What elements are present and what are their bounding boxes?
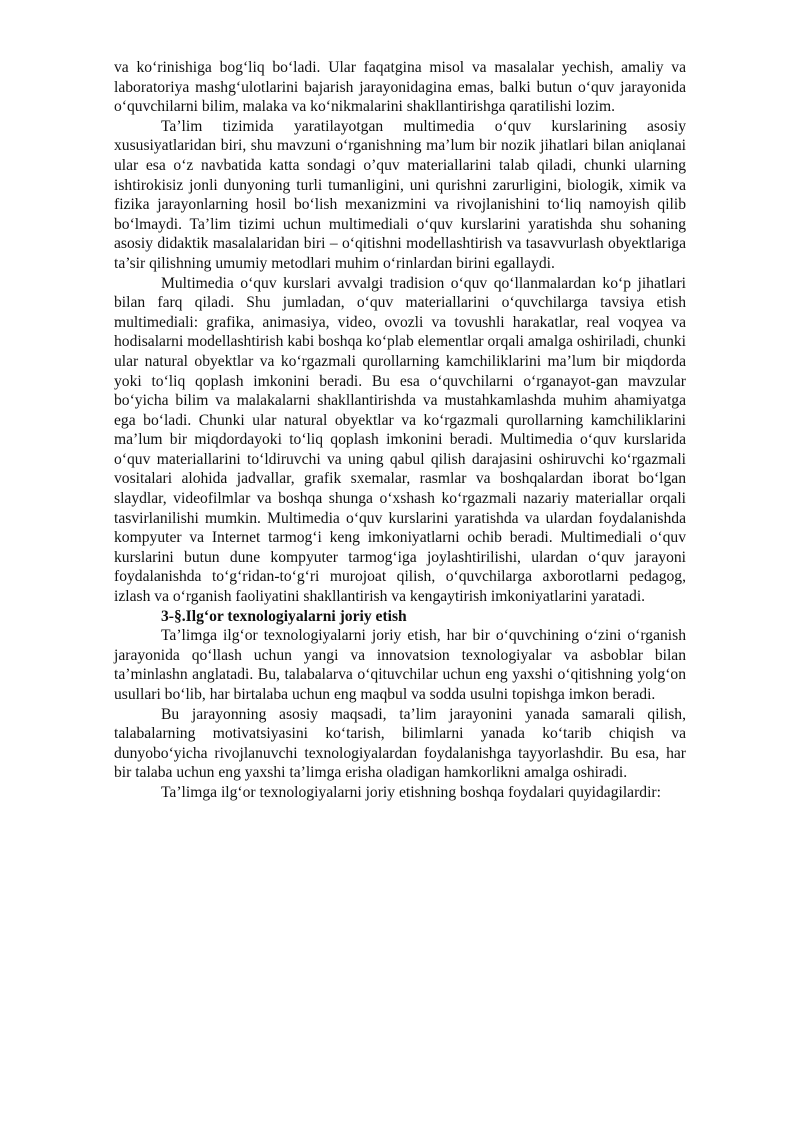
paragraph-main-goal: Bu jarayonning asosiy maqsadi, ta’lim jarayonini yanada samarali qilish, talabalarning motivatsiyasini ko‘tarish, bilimlarni yanada ko‘tarib chiqish va dunyobo‘yicha rivojlanuvchi texnologiyalardan foydalanishga tayyorlashdir. Bu esa, har bir talaba uchun eng yaxshi ta’limga erisha oladigan hamkorlikni amalga oshiradi.: [114, 705, 686, 782]
section-heading: 3-§.Ilg‘or texnologiyalarni joriy etish: [161, 607, 407, 625]
paragraph-multimedia-courses: Multimedia o‘quv kurslari avvalgi tradision o‘quv qo‘llanmalardan ko‘p jihatlari bilan farq qiladi. Shu jumladan, o‘quv materiallarini o‘quvchilarga tavsiya etish multimediali: grafika, animasiya, video, ovozli va tovushli harakatlar, real voqyea va hodisalarni modellashtirish kabi boshqa ko‘plab elementlar orqali amalga oshiriladi, chunki ular natural obyektlar va ko‘rgazmali qurollarning kamchiliklarini ma’lum bir miqdorda yoki to‘liq qoplash imkonini beradi. Bu esa o‘quvchilarni o‘rganayot-gan mavzular bo‘yicha bilim va malakalarni shakllantirishda va mustahkamlashda muhim ahamiyatga ega bo‘ladi. Chunki ular natural obyektlar va ko‘rgazmali qurollarning kamchiliklarini ma’lum bir miqdordayoki to‘liq qoplash imkonini beradi. Multimedia o‘quv kurslarida o‘quv materiallarini to‘ldiruvchi va uning qabul qilish darajasini oshiruvchi ko‘rgazmali vositalari alohida jadvallar, grafik sxemalar, rasmlar va boshqalardan iborat bo‘lgan slaydlar, videofilmlar va boshqa shunga o‘xshash ko‘rgazmali nazariy materiallar orqali tasvirlanilishi mumkin. Multimedia o‘quv kurslarini yaratishda va ulardan foydalanishda kompyuter va Internet tarmog‘i keng imkoniyatlarni ochib beradi. Multimediali o‘quv kurslarini butun dune kompyuter tarmog‘iga joylashtirilishi, ulardan o‘quv jarayoni foydalanishda to‘g‘ridan-to‘g‘ri murojoat qilish, o‘quvchilarga axborotlarni pedagog, izlash va o‘rganish faoliyatini shakllantirish va kengaytirish imkoniyatlarini yaratadi.: [114, 274, 686, 606]
paragraph-multimedia-features: Ta’lim tizimida yaratilayotgan multimedia o‘quv kurslarining asosiy xususiyatlaridan biri, shu mavzuni o‘rganishning ma’lum bir nozik jihatlari bilan aniqlanai ular esa o‘z navbatida katta sondagi o’quv materiallarini talab qiladi, chunki ularning ishtirokisiz jonli dunyoning turli tumanligini, uni qurishni zarurligini, biologik, ximik va fizika jarayonlarning hosil bo‘lish mexanizmini va rivojlanishini to‘liq namoyish qilib bo‘lmaydi. Ta’lim tizimi uchun multimediali o‘quv kurslarini yaratishda shu sohaning asosiy didaktik masalalaridan biri – o‘qitishni modellashtirish va tasavvurlash obyektlariga ta’sir qilishning umumiy metodlari muhim o‘rinlardan birini egallaydi.: [114, 117, 686, 272]
paragraph-other-benefits: Ta’limga ilg‘or texnologiyalarni joriy etishning boshqa foydalari quyidagilardir:: [161, 783, 661, 801]
paragraph-advanced-technologies: Ta’limga ilg‘or texnologiyalarni joriy etish, har bir o‘quvchining o‘zini o‘rganish jarayonida qo‘llash uchun yangi va innovatsion texnologiyalar va asboblar bilan ta’minlashn anglatadi. Bu, talabalarva o‘qituvchilar uchun eng yaxshi o‘qitishning yolg‘on usullari bo‘lib, har birtalaba uchun eng maqbul va sodda usulni topishga imkon beradi.: [114, 627, 686, 703]
paragraph-continuation: va ko‘rinishiga bog‘liq bo‘ladi. Ular faqatgina misol va masalalar yechish, amaliy va laboratoriya mashg‘ulotlarini bajarish jarayonidagina emas, balki butun o‘quv jarayonida o‘quvchilarni bilim, malaka va ko‘nikmalarini shakllantirishga qaratilishi lozim.: [114, 59, 686, 116]
document-page: [114, 58, 686, 803]
